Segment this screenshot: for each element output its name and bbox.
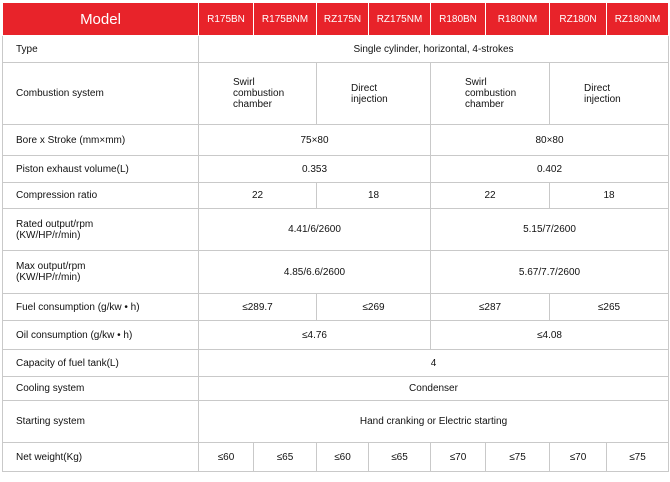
value-cell: 22: [199, 183, 317, 209]
compression-row: [3, 183, 669, 209]
model-cell: R180NM: [486, 3, 550, 36]
spec-table-container: [2, 2, 668, 472]
rated-output-row: [3, 209, 669, 251]
row-label: Combustion system: [3, 63, 199, 125]
value-cell: 0.353: [199, 156, 431, 183]
cooling-row: [3, 377, 669, 401]
model-cell: R175BN: [199, 3, 254, 36]
value-cell: ≤70: [431, 443, 486, 472]
header-row: [3, 3, 669, 36]
row-label: Starting system: [3, 401, 199, 443]
oil-consumption-row: [3, 321, 669, 350]
net-weight-row: [3, 443, 669, 472]
fuel-tank-row: [3, 350, 669, 377]
bore-row: [3, 125, 669, 156]
value-cell: 18: [550, 183, 669, 209]
combustion-row: [3, 63, 669, 125]
model-cell: R175BNM: [254, 3, 317, 36]
row-label: Compression ratio: [3, 183, 199, 209]
row-label: Capacity of fuel tank(L): [3, 350, 199, 377]
model-cell: R180BN: [431, 3, 486, 36]
model-cell: RZ175NM: [369, 3, 431, 36]
value-cell: ≤65: [254, 443, 317, 472]
value-cell: Direct injection: [317, 63, 431, 125]
piston-row: [3, 156, 669, 183]
value-cell: 22: [431, 183, 550, 209]
value-cell: ≤60: [317, 443, 369, 472]
value-cell: ≤65: [369, 443, 431, 472]
row-label: Net weight(Kg): [3, 443, 199, 472]
row-label: Bore x Stroke (mm×mm): [3, 125, 199, 156]
fuel-consumption-row: [3, 294, 669, 321]
value-cell: Single cylinder, horizontal, 4-strokes: [199, 36, 669, 63]
value-cell: Swirl combustion chamber: [199, 63, 317, 125]
row-label: Oil consumption (g/kw • h): [3, 321, 199, 350]
value-cell: 18: [317, 183, 431, 209]
row-label: Fuel consumption (g/kw • h): [3, 294, 199, 321]
model-cell: RZ180NM: [607, 3, 669, 36]
value-cell: 5.67/7.7/2600: [431, 251, 669, 294]
value-cell: 5.15/7/2600: [431, 209, 669, 251]
value-cell: 0.402: [431, 156, 669, 183]
value-cell: ≤269: [317, 294, 431, 321]
model-cell: RZ180N: [550, 3, 607, 36]
value-cell: 75×80: [199, 125, 431, 156]
value-cell: Condenser: [199, 377, 669, 401]
value-cell: 4.85/6.6/2600: [199, 251, 431, 294]
row-label: Rated output/rpm (KW/HP/r/min): [3, 209, 199, 251]
spec-table: [2, 2, 669, 472]
max-output-row: [3, 251, 669, 294]
row-label: Piston exhaust volume(L): [3, 156, 199, 183]
value-cell: 80×80: [431, 125, 669, 156]
value-cell: ≤4.76: [199, 321, 431, 350]
starting-row: [3, 401, 669, 443]
value-cell: Hand cranking or Electric starting: [199, 401, 669, 443]
value-cell: ≤4.08: [431, 321, 669, 350]
value-cell: 4: [199, 350, 669, 377]
value-cell: ≤265: [550, 294, 669, 321]
value-cell: ≤75: [486, 443, 550, 472]
value-cell: Direct injection: [550, 63, 669, 125]
value-cell: ≤70: [550, 443, 607, 472]
model-cell: RZ175N: [317, 3, 369, 36]
value-cell: ≤287: [431, 294, 550, 321]
value-cell: 4.41/6/2600: [199, 209, 431, 251]
row-label: Max output/rpm (KW/HP/r/min): [3, 251, 199, 294]
type-row: [3, 36, 669, 63]
value-cell: Swirl combustion chamber: [431, 63, 550, 125]
model-header: Model: [3, 3, 199, 36]
row-label: Cooling system: [3, 377, 199, 401]
row-label: Type: [3, 36, 199, 63]
value-cell: ≤60: [199, 443, 254, 472]
value-cell: ≤289.7: [199, 294, 317, 321]
value-cell: ≤75: [607, 443, 669, 472]
